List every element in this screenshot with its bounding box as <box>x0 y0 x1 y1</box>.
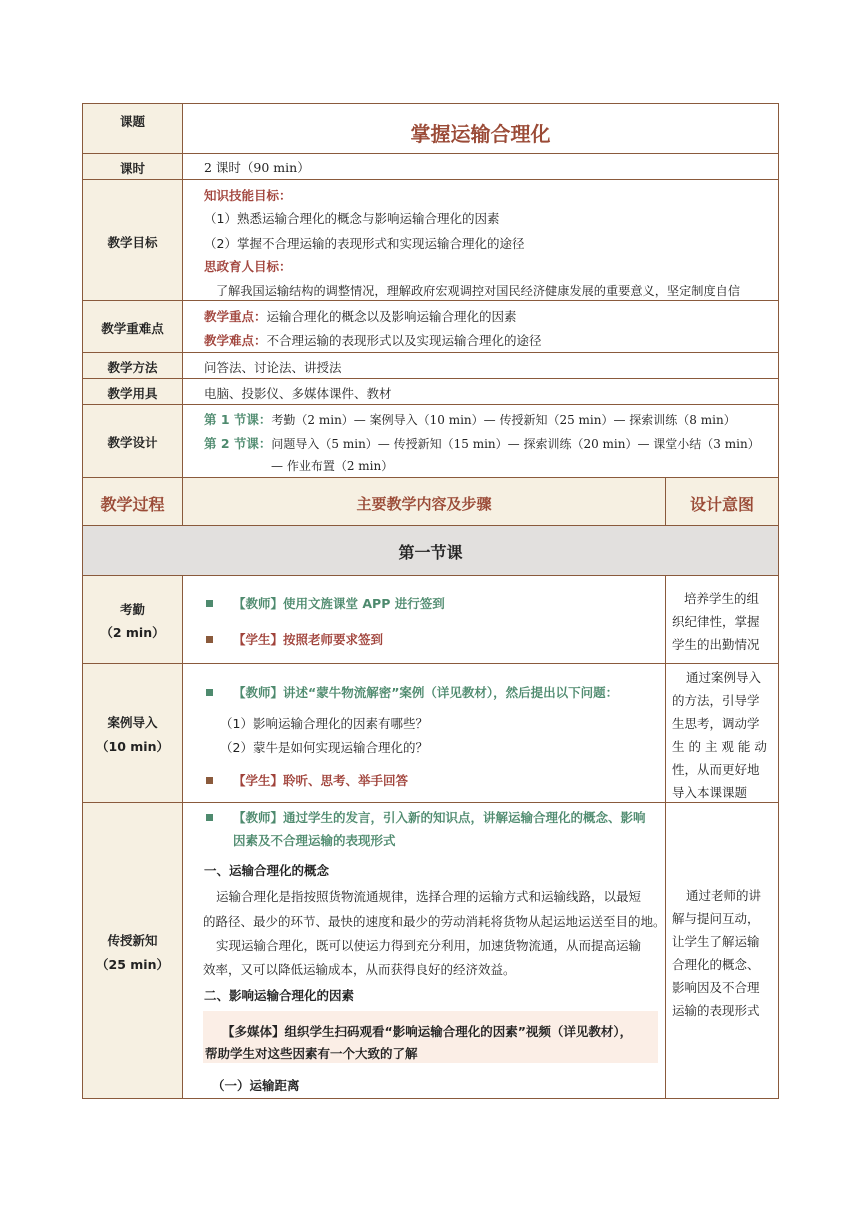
grid-line <box>82 153 779 154</box>
knowledge-teacher-2: 因素及不合理运输的表现形式 <box>233 833 396 848</box>
knowledge-teacher-line <box>206 808 646 826</box>
knowledge-heading-2: 二、影响运输合理化的因素 <box>204 988 355 1003</box>
attendance-intent-3: 学生的出勤情况 <box>672 637 760 652</box>
knowledge-intent-3: 让学生了解运输 <box>672 934 760 949</box>
design-line-2 <box>204 434 760 452</box>
square-bullet-icon <box>206 600 213 607</box>
tools-label: 教学用具 <box>107 386 158 401</box>
attendance-student-line <box>206 630 383 648</box>
case-teacher-line <box>206 683 618 701</box>
knowledge-p2-line1: 实现运输合理化，既可以使运力得到充分利用，加速货物流通，从而提高运输 <box>216 938 642 953</box>
square-bullet-icon <box>206 636 213 643</box>
attendance-label: 考勤 <box>119 602 145 617</box>
knowledge-intent-5: 影响因及不合理 <box>672 980 760 995</box>
grid-line <box>778 103 779 1099</box>
grid-line <box>82 1098 779 1099</box>
attendance-teacher: 【教师】使用文旌课堂 APP 进行签到 <box>233 596 445 611</box>
design-l2-text: 问题导入（5 min）— 传授新知（15 min）— 探索训练（20 min）— 课堂小结（3 min） <box>271 437 760 451</box>
media-line-2: 帮助学生对这些因素有一个大致的了解 <box>205 1046 418 1061</box>
case-label-bg <box>83 663 182 802</box>
key-point-label: 教学重点： <box>204 309 267 324</box>
grid-line <box>82 404 779 405</box>
knowledge-intent-1: 通过老师的讲 <box>686 888 762 903</box>
grid-line <box>82 802 779 803</box>
methods-value: 问答法、讨论法、讲授法 <box>204 360 342 375</box>
case-student-line <box>206 771 408 789</box>
grid-line <box>82 103 779 104</box>
grid-line <box>182 575 183 1099</box>
lesson-title: 掌握运输合理化 <box>410 122 551 146</box>
knowledge-teacher-1: 【教师】通过学生的发言，引入新的知识点，讲解运输合理化的概念、影响 <box>233 810 646 825</box>
square-bullet-icon <box>206 689 213 696</box>
methods-label: 教学方法 <box>107 360 158 375</box>
objective-item-2: （2）掌握不合理运输的表现形式和实现运输合理化的途径 <box>204 236 525 251</box>
grid-line <box>82 179 779 180</box>
case-intent-5: 性，从而更好地 <box>672 762 760 777</box>
case-student: 【学生】聆听、思考、举手回答 <box>233 773 409 788</box>
media-line-1: 【多媒体】组织学生扫码观看“影响运输合理化的因素”视频（详见教材）， <box>222 1024 633 1039</box>
ideology-text: 了解我国运输结构的调整情况，理解政府宏观调控对国民经济健康发展的重要意义，坚定制度自信 <box>216 284 741 298</box>
hours-value: 2 课时（90 min） <box>204 160 310 175</box>
design-line-3: — 作业布置（2 min） <box>271 459 394 473</box>
knowledge-intent-4: 合理化的概念、 <box>672 957 760 972</box>
square-bullet-icon <box>206 777 213 784</box>
case-intent-4: 生 的 主 观 能 动 <box>672 739 767 754</box>
ideology-heading: 思政育人目标： <box>204 259 292 274</box>
knowledge-heading-3: （一）运输距离 <box>212 1078 300 1093</box>
case-question-1: （1）影响运输合理化的因素有哪些？ <box>220 716 428 731</box>
hours-label: 课时 <box>119 161 145 176</box>
objectives-label: 教学目标 <box>107 235 158 250</box>
keypoints-label: 教学重难点 <box>101 321 164 336</box>
process-col3-header: 设计意图 <box>689 495 754 514</box>
square-bullet-icon <box>206 814 213 821</box>
knowledge-heading-1: 一、运输合理化的概念 <box>204 863 330 878</box>
grid-line <box>82 352 779 353</box>
attendance-student: 【学生】按照老师要求签到 <box>233 632 384 647</box>
section-title: 第一节课 <box>398 543 463 562</box>
knowledge-p1-line1: 运输合理化是指按照货物流通规律，选择合理的运输方式和运输线路，以最短 <box>216 889 642 904</box>
attendance-intent-2: 织纪律性，掌握 <box>672 614 760 629</box>
grid-line <box>82 525 779 526</box>
objective-item-1: （1）熟悉运输合理化的概念与影响运输合理化的因素 <box>204 211 500 226</box>
grid-line <box>182 103 183 525</box>
knowledge-p1-line2: 的路径、最少的环节、最快的速度和最少的劳动消耗将货物从起运地运送至目的地。 <box>203 914 666 929</box>
attendance-intent-1: 培养学生的组 <box>684 591 760 606</box>
case-intent-2: 的方法，引导学 <box>672 693 760 708</box>
knowledge-intent-6: 运输的表现形式 <box>672 1003 760 1018</box>
design-label: 教学设计 <box>107 435 158 450</box>
difficult-point-label: 教学难点： <box>204 333 267 348</box>
grid-line <box>82 378 779 379</box>
difficult-point-line <box>204 331 542 349</box>
grid-line <box>82 663 779 664</box>
design-l1-text: 考勤（2 min）— 案例导入（10 min）— 传授新知（25 min）— 探索训练（8 min） <box>271 413 736 427</box>
attendance-teacher-line <box>206 594 445 612</box>
title-label: 课题 <box>119 114 145 129</box>
case-question-2: （2）蒙牛是如何实现运输合理化的？ <box>220 740 428 755</box>
design-l2-label: 第 2 节课： <box>204 436 272 451</box>
attendance-time: （2 min） <box>100 625 165 640</box>
design-l1-label: 第 1 节课： <box>204 412 272 427</box>
knowledge-p2-line2: 效率，又可以降低运输成本，从而获得良好的经济效益。 <box>203 962 516 977</box>
key-point-line <box>204 307 517 325</box>
case-intent-6: 导入本课课题 <box>672 785 748 800</box>
process-col2-header: 主要教学内容及步骤 <box>356 495 492 513</box>
case-teacher: 【教师】讲述“蒙牛物流解密”案例（详见教材），然后提出以下问题： <box>233 685 619 700</box>
tools-value: 电脑、投影仪、多媒体课件、教材 <box>204 386 392 401</box>
grid-line <box>82 575 779 576</box>
design-line-1 <box>204 410 736 428</box>
knowledge-heading: 知识技能目标： <box>204 188 292 203</box>
case-intent-1: 通过案例导入 <box>686 670 762 685</box>
grid-line <box>82 300 779 301</box>
process-col1-header: 教学过程 <box>100 495 165 514</box>
attendance-label-bg <box>83 575 182 663</box>
case-intent-3: 生思考，调动学 <box>672 716 760 731</box>
case-time: （10 min） <box>96 739 169 754</box>
knowledge-intent-2: 解与提问互动， <box>672 911 760 926</box>
difficult-point-text: 不合理运输的表现形式以及实现运输合理化的途径 <box>266 333 542 348</box>
case-label: 案例导入 <box>107 715 158 730</box>
key-point-text: 运输合理化的概念以及影响运输合理化的因素 <box>266 309 517 324</box>
grid-line <box>82 477 779 478</box>
knowledge-time: （25 min） <box>96 957 169 972</box>
grid-line <box>665 575 666 1099</box>
knowledge-label-bg <box>83 802 182 1098</box>
knowledge-label: 传授新知 <box>107 933 158 948</box>
